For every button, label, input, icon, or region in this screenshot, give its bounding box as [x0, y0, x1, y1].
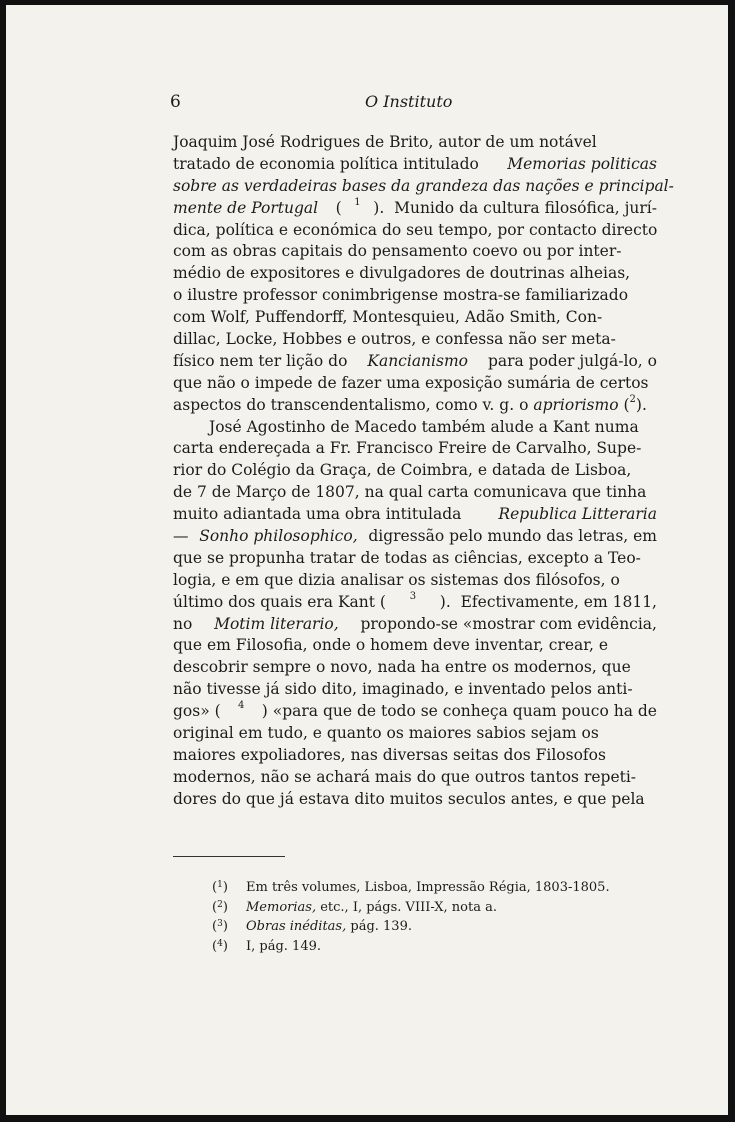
text-segment: último dos quais era Kant (: [173, 592, 386, 611]
text-segment: dores do que já estava dito muitos seculos antes, e que pela: [173, 789, 645, 808]
text-segment: que em Filosofia, onde o homem deve inventar, crear, e: [173, 636, 608, 655]
text-segment: com as obras capitais do pensamento coevo ou por inter-: [173, 242, 622, 261]
footnote: [212, 937, 672, 957]
running-title: O Instituto: [365, 92, 453, 111]
text-segment: propondo-se «mostrar com evidência,: [355, 614, 657, 633]
text-line: [173, 570, 657, 592]
text-segment: sobre as verdadeiras bases da grandeza das nações e principal-: [173, 176, 674, 195]
text-line: [173, 614, 657, 636]
text-line: [173, 504, 657, 526]
footnote-marker: ($^4$): [212, 938, 228, 954]
text-segment: aspectos do transcendentalismo, como v. g. o: [173, 395, 534, 414]
footnote: [212, 878, 672, 898]
text-segment: o ilustre professor conimbrigense mostra-se familiarizado: [173, 286, 629, 305]
text-segment: no: [173, 614, 198, 633]
text-segment: Kancianismo: [367, 351, 468, 370]
text-line: [173, 723, 657, 745]
text-line: [173, 220, 657, 242]
footnote: [212, 917, 672, 937]
text-segment: Sonho philosophico,: [199, 527, 358, 546]
text-line: [173, 198, 657, 220]
footnote-text: etc., I, págs. VIII-X, nota a.: [316, 899, 497, 915]
text-segment: original em tudo, e quanto os maiores sabios sejam os: [173, 724, 599, 743]
text-line: [173, 307, 657, 329]
footnote-text: I, pág. 149.: [246, 938, 322, 954]
text-segment: rior do Colégio da Graça, de Coimbra, e datada de Lisboa,: [173, 461, 632, 480]
text-segment: gos» (: [173, 702, 221, 721]
text-line: [173, 679, 657, 701]
footnote-reference: 1: [354, 196, 361, 208]
text-segment: Memorias politicas: [507, 154, 657, 173]
text-segment: muito adiantada uma obra intitulada: [173, 505, 467, 524]
footnote-text: pág. 139.: [346, 919, 412, 934]
footnote-marker: ($^2$): [212, 899, 228, 915]
text-line: [173, 592, 657, 614]
footnote: [212, 898, 672, 918]
text-segment: Republica Litteraria: [498, 505, 657, 524]
text-segment: que se propunha tratar de todas as ciências, excepto a Teo-: [173, 548, 641, 567]
page-header: [6, 92, 728, 116]
footnote-text: Memorias,: [246, 899, 317, 915]
text-line: [173, 460, 657, 482]
text-segment: carta endereçada a Fr. Francisco Freire de Carvalho, Supe-: [173, 439, 642, 458]
text-segment: de 7 de Março de 1807, na qual carta comunicava que tinha: [173, 483, 647, 502]
text-segment: para poder julgá-lo, o: [483, 351, 657, 370]
page-number: 6: [170, 92, 181, 112]
text-line: [173, 176, 674, 198]
book-page: [6, 5, 728, 1115]
text-line: [173, 635, 657, 657]
text-line: [173, 373, 657, 395]
text-line: [173, 526, 657, 548]
text-segment: José Agostinho de Macedo também alude a Kant numa: [209, 417, 639, 436]
text-line: [173, 745, 657, 767]
text-line: [173, 132, 657, 154]
text-segment: médio de expositores e divulgadores de doutrinas alheias,: [173, 264, 631, 283]
text-line: [173, 395, 657, 417]
text-segment: ). Munido da cultura filosófica, jurí-: [373, 198, 657, 217]
text-line: [173, 241, 657, 263]
text-segment: descobrir sempre o novo, nada ha entre os modernos, que: [173, 658, 631, 677]
text-segment: ) «para que de todo se conheça quam pouco ha de: [261, 702, 657, 721]
text-line: [173, 329, 657, 351]
text-segment: dica, política e económica do seu tempo, por contacto directo: [173, 220, 658, 239]
text-line: [173, 789, 657, 811]
text-segment: modernos, não se achará mais do que outros tantos repeti-: [173, 767, 637, 786]
footnote-text: Obras inéditas,: [246, 919, 347, 934]
text-line: [173, 438, 657, 460]
footnote-number: 1: [217, 880, 223, 890]
footnote-divider: [173, 856, 285, 857]
text-line: [173, 701, 657, 723]
text-line: [173, 263, 657, 285]
text-line: [173, 154, 657, 176]
text-line: [173, 548, 657, 570]
text-line: [173, 482, 657, 504]
footnote-marker: ($^1$): [212, 880, 228, 895]
footnote-reference: 3: [409, 590, 417, 602]
text-segment: (: [330, 198, 342, 217]
text-segment: logia, e em que dizia analisar os sistemas dos filósofos, o: [173, 570, 620, 589]
text-segment: (: [618, 395, 630, 414]
text-segment: mente de Portugal: [173, 198, 319, 217]
text-segment: que não o impede de fazer uma exposição sumária de certos: [173, 373, 649, 392]
footnote-marker: ($^3$): [212, 919, 228, 934]
text-line: [173, 351, 657, 373]
footnote-number: 4: [217, 938, 223, 949]
text-segment: digressão pelo mundo das letras, em: [363, 527, 657, 546]
text-segment: Joaquim José Rodrigues de Brito, autor de um notável: [173, 133, 597, 151]
text-segment: ). Efectivamente, em 1811,: [439, 592, 657, 611]
body-text: [173, 132, 674, 811]
text-line: [173, 657, 657, 679]
text-segment: tratado de economia política intitulado: [173, 154, 484, 173]
text-segment: dillac, Locke, Hobbes e outros, e confessa não ser meta-: [173, 330, 616, 349]
footnote-number: 2: [217, 899, 223, 910]
text-segment: —: [173, 527, 194, 546]
footnote-text: Em três volumes, Lisboa, Impressão Régia, 1803-1805.: [246, 880, 610, 895]
text-segment: físico nem ter lição do: [173, 351, 353, 370]
text-segment: Motim literario,: [214, 614, 339, 633]
text-segment: ).: [635, 395, 647, 414]
text-line: [173, 285, 657, 307]
footnote-reference: 2: [629, 393, 636, 405]
text-segment: maiores expoliadores, nas diversas seitas dos Filosofos: [173, 745, 606, 764]
footnote-reference: 4: [238, 700, 245, 712]
text-line: [173, 767, 657, 789]
footnotes: [212, 878, 672, 956]
footnote-number: 3: [217, 919, 223, 929]
text-segment: com Wolf, Puffendorff, Montesquieu, Adão Smith, Con-: [173, 308, 603, 327]
text-segment: apriorismo: [533, 395, 619, 414]
text-segment: não tivesse já sido dito, imaginado, e inventado pelos anti-: [173, 680, 633, 699]
text-line: [173, 417, 657, 439]
